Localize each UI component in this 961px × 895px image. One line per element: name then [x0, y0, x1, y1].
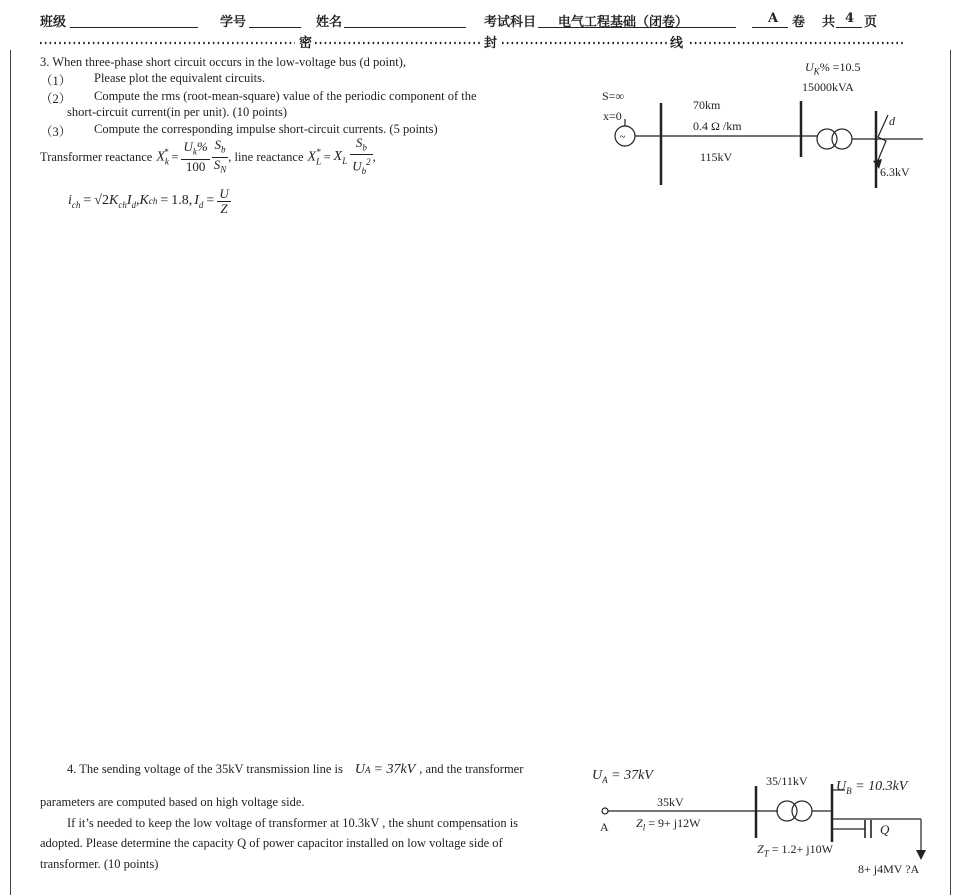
subject-label: 考试科目 [484, 15, 537, 30]
paper-label: 卷 [792, 15, 806, 30]
transformer-coil-2 [832, 129, 852, 149]
source-s: S=∞ [602, 89, 624, 103]
student-id-label: 学号 [220, 15, 247, 30]
generator-tilde-icon: ~ [620, 132, 626, 143]
q4-line4: adopted. Please determine the capacity Q of power capacitor installed on low voltage side of [40, 836, 503, 850]
q3-part2-number: （2） [40, 92, 72, 106]
node-a-symbol [602, 808, 608, 814]
q3-part3-number: （3） [40, 125, 72, 139]
uk-percent: $U_K\% =10.5$ [805, 60, 861, 77]
q3-formula-impulse: $i_{ch}$ = √2 $K_{ch}I_d$ , K ch = 1.8 , $I_d$ = $\frac{U}{Z}$ [68, 185, 229, 216]
transformer-coil-1 [777, 801, 797, 821]
line-length: 70km [693, 98, 721, 112]
fault-arrow-icon [876, 115, 888, 165]
q4-line1: 4. The sending voltage of the 35kV transmission line is U A = 37kV , and the transformer [67, 762, 524, 777]
q4-line-voltage: 35kV [657, 795, 684, 809]
zl-label: $Z_l = 9+ j12W$ [636, 816, 701, 833]
transformer-coil-2 [792, 801, 812, 821]
zt-label: $Z_T = 1.2+ j10W$ [757, 842, 833, 859]
load-label: 8+ j4MV ?A [858, 862, 920, 876]
q4-ua-value: = 37kV [373, 762, 416, 777]
q4-line1-post: , and the transformer [419, 762, 524, 776]
q3-part3-text: Compute the corresponding impulse short-circuit currents. (5 points) [94, 122, 438, 136]
line-voltage: 115kV [700, 150, 733, 164]
transformer-ratio: 35/11kV [766, 774, 808, 788]
paper-underline [752, 27, 788, 28]
q3-formula-reactance: Transformer reactance $X_k^*$ = $\frac{U_k\%}{100}$ $\frac{S_b}{S_N}$ , line reactance $X_L^*$ = $X_L$ $\frac{S_b}{U_b^2}$ , [40, 134, 376, 177]
paper-value: A [768, 11, 779, 26]
source-x: x=0 [603, 109, 622, 123]
q3-part2-text: Compute the rms (root-mean-square) value of the periodic component of the [94, 89, 477, 103]
total-pages: 4 [845, 11, 855, 26]
name-label: 姓名 [316, 15, 343, 30]
q3-part2-continuation: short-circuit current(in per unit). (10 points) [67, 105, 288, 119]
q3-part1-number: （1） [40, 74, 72, 88]
pages-label: 页 [864, 15, 878, 30]
line-impedance: 0.4 Ω /km [693, 119, 742, 133]
line-reactance-label: , line reactance [228, 149, 304, 164]
kch-value: 1.8 [171, 193, 189, 208]
kch-symbol: K [139, 193, 149, 208]
ub-label: $U_B = 10.3kV$ [836, 779, 908, 796]
q4-line2: parameters are computed based on high voltage side. [40, 795, 305, 809]
envelope-char: 封 [484, 36, 498, 51]
seal-char: 密 [299, 36, 313, 51]
seal-line [40, 38, 910, 52]
left-border [10, 50, 11, 895]
total-label: 共 [822, 15, 836, 30]
right-border [950, 50, 951, 895]
low-voltage-label: 6.3kV [880, 165, 910, 179]
student-id-field[interactable] [249, 27, 301, 28]
subject-value: 电气工程基础（闭卷） [558, 15, 689, 30]
transformer-reactance-label: Transformer reactance [40, 149, 153, 164]
line-char: 线 [670, 36, 684, 51]
node-a-label: A [600, 820, 609, 834]
transformer-coil-1 [817, 129, 837, 149]
fault-point-label: d [889, 114, 895, 128]
class-field[interactable] [70, 27, 198, 28]
total-underline [836, 27, 862, 28]
q3-intro: 3. When three-phase short circuit occurs in the low-voltage bus (d point), [40, 55, 406, 69]
load-arrow-icon [916, 850, 926, 860]
name-field[interactable] [344, 27, 466, 28]
q4-line1-pre: 4. The sending voltage of the 35kV transmission line is [67, 762, 343, 776]
class-label: 班级 [40, 15, 67, 30]
q4-ua-symbol: U [354, 762, 366, 777]
q4-line3: If it’s needed to keep the low voltage of transformer at 10.3kV , the shunt compensation is [67, 816, 519, 830]
q3-part1-text: Please plot the equivalent circuits. [94, 71, 266, 85]
capacitor-q-label: Q [880, 822, 890, 837]
q4-diagram-ua: $U_A = 37kV$ [592, 768, 653, 785]
transformer-rating: 15000kVA [802, 80, 854, 94]
q4-line5: transformer. (10 points) [40, 857, 159, 871]
